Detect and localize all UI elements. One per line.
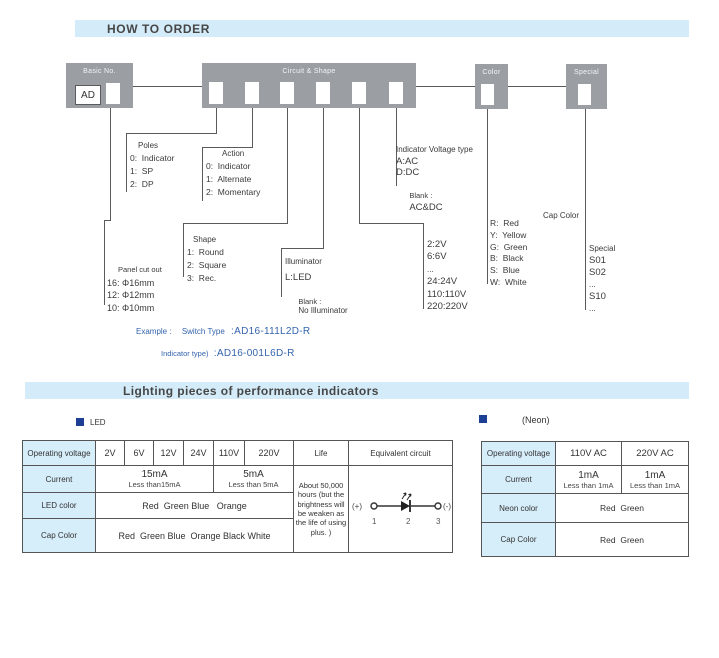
voltage-header: 2V — [96, 441, 125, 466]
connector-line — [104, 220, 111, 221]
how-to-order-banner — [75, 20, 689, 37]
equivalent-circuit-header: Equivalent circuit — [349, 441, 453, 466]
equivalent-circuit-cell — [349, 466, 453, 553]
circuit-shape-box — [202, 63, 416, 108]
cap-color-item: G: Green — [490, 241, 528, 252]
current-high-value: 5mA — [243, 469, 264, 480]
action-title: Action — [222, 149, 245, 158]
current-low-cell — [96, 466, 214, 493]
special-list — [589, 243, 615, 315]
example-prefix: Example : — [136, 327, 172, 336]
row-label: Cap Color — [482, 523, 556, 557]
how-to-order-title: HOW TO ORDER — [107, 21, 210, 36]
current-note: Less than 1mA — [629, 480, 681, 490]
voltage-header: 12V — [154, 441, 184, 466]
special-box — [566, 64, 607, 109]
voltage-header: 24V — [184, 441, 214, 466]
current-note: Less than 1mA — [563, 480, 614, 490]
action-item: 1: Alternate — [206, 174, 252, 184]
connector-line — [252, 108, 253, 147]
circuit-plus-label: (+) — [351, 502, 362, 511]
connector-line — [126, 133, 217, 134]
voltage-item: 2:2V — [427, 239, 447, 250]
connector-line — [110, 108, 111, 220]
neon-table-wrap — [481, 441, 689, 557]
led-section-bullet-icon — [76, 418, 84, 426]
connector-line — [216, 108, 217, 133]
current-value: 1mA — [644, 469, 666, 481]
special-list-item: S01 — [589, 255, 606, 266]
panel-cutout-item: 12: Φ12mm — [107, 290, 155, 300]
voltage-header: 6V — [125, 441, 154, 466]
neon-section-bullet-icon — [479, 415, 487, 423]
circuit-slot-4 — [316, 82, 330, 104]
circuit-node-icon — [435, 503, 441, 509]
action-item: 2: Momentary — [206, 187, 261, 197]
connector-line — [281, 248, 282, 297]
special-list-item: S10 — [589, 291, 606, 302]
special-label: Special — [573, 69, 600, 76]
illuminator-blank-label: Blank : — [298, 297, 322, 306]
shape-item: 2: Square — [187, 260, 227, 270]
connector-line — [202, 147, 203, 201]
voltage-item: 24:24V — [427, 276, 458, 288]
circuit-node-number: 2 — [405, 517, 410, 526]
led-table-wrap — [22, 440, 453, 553]
connector-line — [183, 223, 184, 277]
row-label: Neon color — [482, 494, 556, 523]
lighting-banner — [25, 382, 689, 399]
connector-line — [104, 220, 105, 305]
action-note — [206, 147, 260, 199]
cap-color-list — [490, 218, 527, 289]
basic-no-value-box — [75, 85, 101, 105]
connector-line — [423, 223, 424, 309]
neon-table — [481, 441, 689, 557]
example-switch-value: :AD16-111L2D-R — [231, 326, 311, 337]
indicator-voltage-item: A:AC — [396, 155, 419, 167]
example-indicator-label: Indicator type) — [161, 349, 209, 358]
circuit-node-number: 1 — [371, 517, 376, 526]
table-row — [482, 442, 689, 466]
poles-note — [130, 139, 174, 191]
poles-item: 1: SP — [130, 166, 154, 176]
circuit-minus-label: (-) — [442, 502, 451, 511]
voltage-header: 220V — [245, 441, 294, 466]
indicator-voltage-note — [396, 144, 473, 225]
basic-no-value: AD — [81, 89, 95, 101]
connector-line — [287, 108, 288, 223]
row-label: Current — [23, 466, 96, 493]
panel-cutout-item: 10: Φ10mm — [107, 302, 155, 313]
led-arrow-icon — [407, 494, 411, 500]
current-high-cell — [214, 466, 294, 493]
example-indicator-line — [161, 348, 295, 359]
example-indicator-value: :AD16-001L6D-R — [213, 348, 295, 359]
voltage-item: 6:6V — [427, 251, 447, 263]
panel-cutout-item: 16: Φ16mm — [107, 277, 155, 288]
circuit-slot-3 — [280, 82, 294, 104]
connector-line — [323, 108, 324, 248]
led-section-title: LED — [90, 418, 106, 427]
circuit-slot-2 — [245, 82, 259, 104]
table-row — [482, 466, 689, 494]
cap-color-item: B: Black — [490, 253, 524, 264]
table-row — [482, 523, 689, 557]
diode-icon — [401, 501, 410, 511]
action-item: 0: Indicator — [206, 161, 251, 171]
illuminator-note — [285, 257, 348, 324]
poles-item: 0: Indicator — [130, 153, 175, 163]
row-label: LED color — [23, 493, 96, 519]
shape-note — [187, 233, 226, 285]
neon-colors-cell: Red Green — [556, 494, 689, 523]
poles-title: Poles — [138, 141, 159, 150]
cap-color-item: Y: Yellow — [490, 229, 527, 240]
indicator-voltage-title: Indicator Voltage type — [396, 145, 473, 154]
shape-item: 1: Round — [187, 247, 224, 257]
special-slot — [578, 84, 591, 105]
connector-line — [183, 223, 288, 224]
life-cell: About 50,000 hours (but the brightness will be weaken as the life of using plus. ) — [294, 466, 349, 553]
table-row — [23, 466, 453, 493]
basic-no-label: Basic No. — [83, 68, 116, 75]
table-row — [23, 441, 453, 466]
row-label: Operating voltage — [23, 441, 96, 466]
illuminator-led: L:LED — [285, 272, 312, 283]
voltage-header: 110V — [214, 441, 245, 466]
cap-color-item: S: Blue — [490, 265, 520, 276]
color-label: Color — [482, 69, 501, 76]
indicator-voltage-blank-value: AC&DC — [409, 201, 443, 213]
lighting-title: Lighting pieces of performance indicators — [123, 383, 379, 398]
color-slot — [481, 84, 494, 105]
table-row — [482, 494, 689, 523]
current-low-note: Less than15mA — [128, 480, 181, 489]
connector-line — [133, 86, 202, 87]
circuit-shape-label: Circuit & Shape — [282, 68, 336, 75]
life-header: Life — [294, 441, 349, 466]
voltage-header: 110V AC — [556, 442, 622, 466]
connector-line — [508, 86, 566, 87]
current-cell — [622, 466, 689, 494]
row-label: Operating voltage — [482, 442, 556, 466]
connector-line — [416, 86, 475, 87]
led-circuit-diagram — [351, 486, 451, 530]
row-label: Current — [482, 466, 556, 494]
special-list-item: S02 — [589, 267, 606, 278]
basic-no-slot — [106, 83, 120, 104]
voltage-item: 110:110V — [427, 288, 467, 300]
panel-cutout-title: Panel cut out — [118, 265, 162, 274]
circuit-slot-5 — [352, 82, 366, 104]
circuit-node-icon — [371, 503, 377, 509]
shape-title: Shape — [193, 235, 217, 244]
row-label: Cap Color — [23, 519, 96, 553]
poles-item: 2: DP — [130, 179, 154, 189]
color-box — [475, 64, 508, 109]
shape-item: 3: Rec. — [187, 273, 217, 283]
connector-line — [126, 133, 127, 192]
connector-line — [359, 108, 360, 223]
circuit-slot-1 — [209, 82, 223, 104]
led-table — [22, 440, 453, 553]
neon-section-title: (Neon) — [522, 415, 550, 425]
panel-cutout-note — [107, 264, 162, 314]
indicator-voltage-item: D:DC — [396, 167, 420, 178]
connector-line — [585, 109, 586, 310]
current-value: 1mA — [578, 469, 599, 481]
indicator-voltage-blank-label: Blank : — [409, 191, 433, 200]
cap-color-title: Cap Color — [543, 211, 580, 220]
voltage-item: 220:220V — [427, 301, 468, 313]
voltage-item: ... — [427, 264, 434, 274]
example-switch-label: Switch Type — [181, 327, 225, 336]
special-list-item: ... — [589, 304, 596, 313]
led-colors-cell: Red Green Blue Orange — [96, 493, 294, 519]
connector-line — [281, 248, 324, 249]
cap-colors-cell: Red Green — [556, 523, 689, 557]
example-switch-line — [136, 326, 310, 337]
cap-color-item: W: White — [490, 276, 527, 287]
voltage-header: 220V AC — [622, 442, 689, 466]
cap-color-item: R: Red — [490, 218, 519, 228]
cap-colors-cell: Red Green Blue Orange Black White — [96, 519, 294, 553]
special-list-title: Special — [589, 244, 616, 253]
circuit-node-number: 3 — [435, 517, 440, 526]
voltage-note — [427, 239, 468, 313]
current-high-note: Less than 5mA — [228, 480, 279, 489]
illuminator-title: Illuminator — [285, 257, 322, 266]
special-list-item: ... — [589, 280, 596, 289]
circuit-slot-6 — [389, 82, 403, 104]
illuminator-blank-value: No Illuminator — [298, 306, 348, 315]
current-low-value: 15mA — [141, 469, 168, 480]
led-arrow-icon — [402, 493, 406, 499]
current-cell — [556, 466, 622, 494]
basic-no-box — [66, 63, 133, 108]
connector-line — [487, 109, 488, 284]
